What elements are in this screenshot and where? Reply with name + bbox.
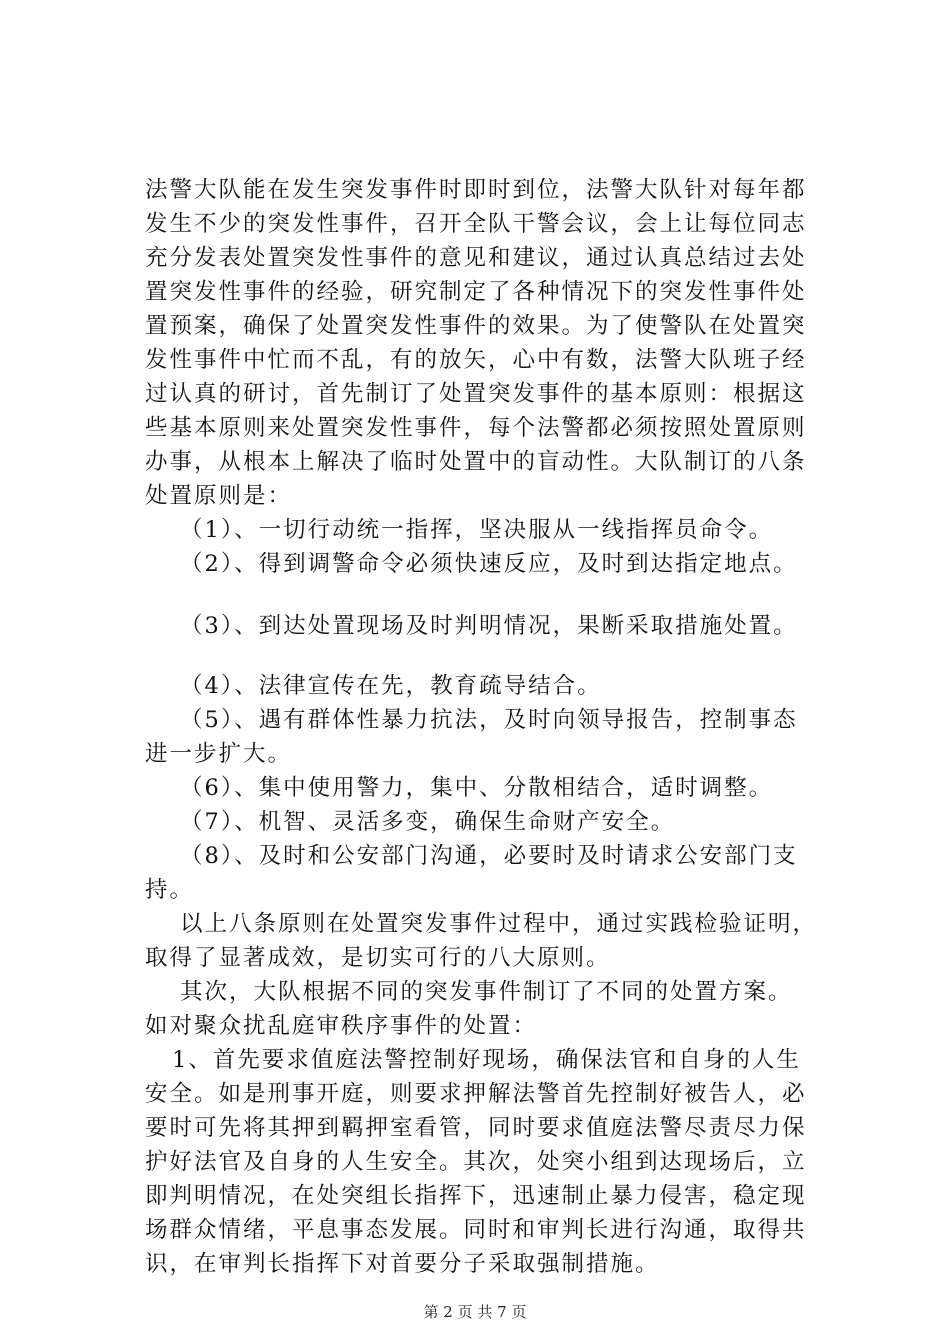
text-line: 即判明情况，在处突组长指挥下，迅速制止暴力侵害，稳定现 <box>145 1183 807 1209</box>
page-number-footer: 第 2 页 共 7 页 <box>423 1303 527 1321</box>
list-item: （6）、集中使用警力，集中、分散相结合，适时调整。 <box>180 775 774 801</box>
list-item: （2）、得到调警命令必须快速反应，及时到达指定地点。 <box>180 551 798 577</box>
text-line: 持。 <box>145 877 195 903</box>
text-line: 场群众情绪，平息事态发展。同时和审判长进行沟通，取得共 <box>145 1217 807 1243</box>
list-item: （7）、机智、灵活多变，确保生命财产安全。 <box>180 809 676 835</box>
text-line: 如对聚众扰乱庭审秩序事件的处置： <box>145 1013 538 1039</box>
text-line: 法警大队能在发生突发事件时即时到位，法警大队针对每年都 <box>145 177 807 203</box>
text-line: 进一步扩大。 <box>145 741 293 767</box>
list-item: （5）、遇有群体性暴力抗法，及时向领导报告，控制事态 <box>180 707 798 733</box>
text-line: 1、首先要求值庭法警控制好现场，确保法官和自身的人生 <box>172 1047 801 1073</box>
text-line: 护好法官及自身的人生安全。其次，处突小组到达现场后，立 <box>145 1149 807 1175</box>
text-line: 处置原则是： <box>145 483 293 509</box>
list-item: （3）、到达处置现场及时判明情况，果断采取措施处置。 <box>180 613 798 639</box>
text-line: 过认真的研讨，首先制订了处置突发事件的基本原则：根据这 <box>145 381 807 407</box>
list-item: （4）、法律宣传在先，教育疏导结合。 <box>180 673 602 699</box>
text-line: 取得了显著成效，是切实可行的八大原则。 <box>145 945 611 971</box>
text-line: 其次，大队根据不同的突发事件制订了不同的处置方案。 <box>180 979 793 1005</box>
text-line: 识，在审判长指挥下对首要分子采取强制措施。 <box>145 1251 660 1277</box>
text-line: 置预案，确保了处置突发性事件的效果。为了使警队在处置突 <box>145 313 807 339</box>
text-line: 发性事件中忙而不乱，有的放矢，心中有数，法警大队班子经 <box>145 347 807 373</box>
text-line: 办事，从根本上解决了临时处置中的盲动性。大队制订的八条 <box>145 449 807 475</box>
text-line: 要时可先将其押到羁押室看管，同时要求值庭法警尽责尽力保 <box>145 1115 807 1141</box>
list-item: （8）、及时和公安部门沟通，必要时及时请求公安部门支 <box>180 843 798 869</box>
text-line: 发生不少的突发性事件，召开全队干警会议，会上让每位同志 <box>145 211 807 237</box>
text-line: 些基本原则来处置突发性事件，每个法警都必须按照处置原则 <box>145 415 807 441</box>
text-line: 充分发表处置突发性事件的意见和建议，通过认真总结过去处 <box>145 245 807 271</box>
text-line: 安全。如是刑事开庭，则要求押解法警首先控制好被告人，必 <box>145 1081 807 1107</box>
text-line: 以上八条原则在处置突发事件过程中，通过实践检验证明， <box>180 911 818 937</box>
text-line: 置突发性事件的经验，研究制定了各种情况下的突发性事件处 <box>145 279 807 305</box>
list-item: （1）、一切行动统一指挥，坚决服从一线指挥员命令。 <box>180 517 774 543</box>
